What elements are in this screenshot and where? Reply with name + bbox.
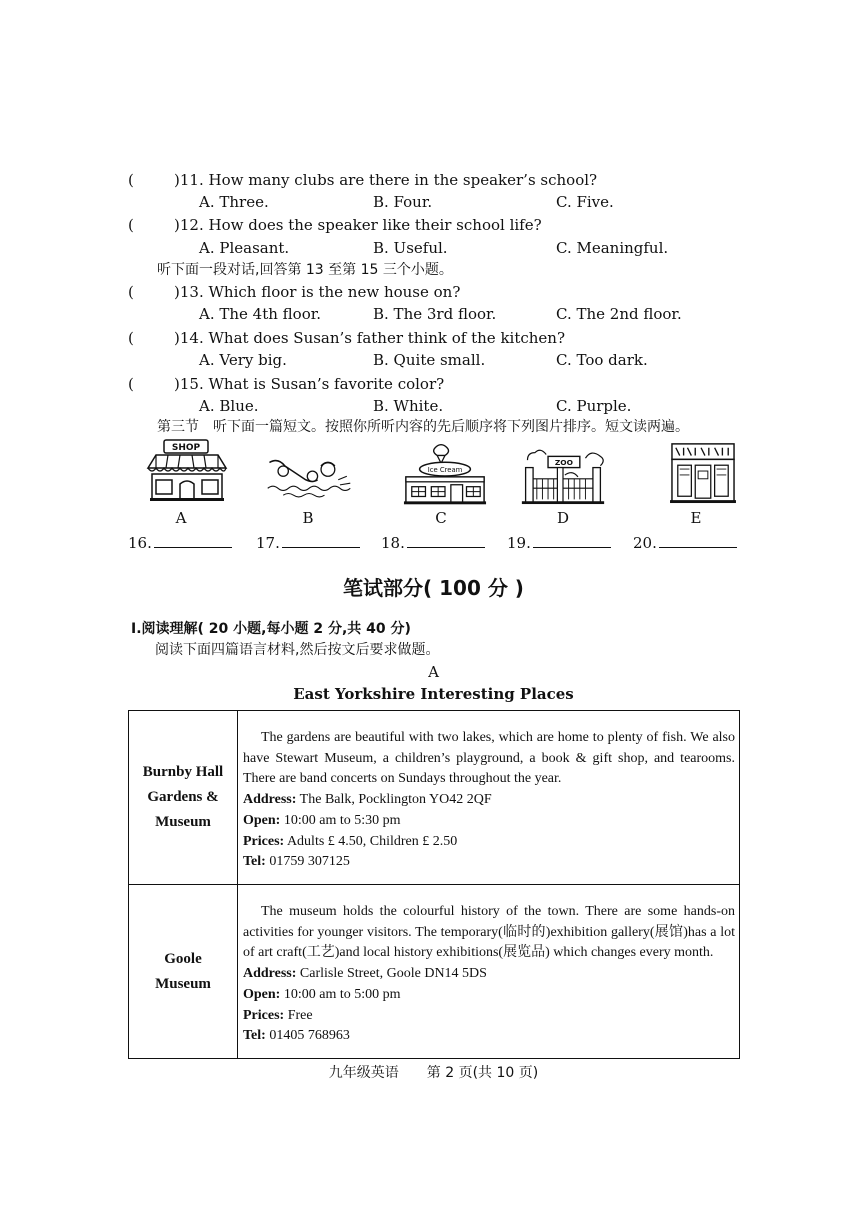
zoo-sign: ZOO: [554, 457, 573, 467]
place-description: The museum holds the colourful history of the town. There are some hands-on activities for younger visitors. The temporary(临时的)exhibition gallery(展馆)has a lot of art craft(工艺)and local history exhibitions(展览品) which changes every month.: [243, 903, 735, 961]
picture-label-b: B: [302, 509, 314, 527]
page-footer: 九年级英语 第 2 页(共 10 页): [328, 1065, 539, 1081]
question-11: )11. How many clubs are there in the speaker’s school?: [174, 171, 598, 189]
answer-blank-16[interactable]: 16.: [128, 533, 232, 552]
swimmers-icon: [266, 446, 352, 510]
place-details: [238, 711, 740, 885]
ice-cream-shop-icon: [402, 442, 488, 506]
option-b[interactable]: B. Quite small.: [373, 351, 486, 369]
places-table: [128, 710, 740, 1059]
option-c[interactable]: C. Meaningful.: [556, 239, 669, 257]
option-b[interactable]: B. Four.: [373, 193, 433, 211]
place-name: Burnby Hall Gardens & Museum: [129, 711, 238, 885]
place-tel: Tel: 01405 768963: [243, 1028, 350, 1044]
answer-blank-17[interactable]: 17.: [256, 533, 360, 552]
option-a[interactable]: A. Very big.: [199, 351, 287, 369]
place-prices: Prices: Free: [243, 1007, 313, 1023]
question-14: )14. What does Susan’s father think of the kitchen?: [174, 329, 566, 347]
place-address: Address: The Balk, Pocklington YO42 2QF: [243, 792, 492, 808]
written-section-title: 笔试部分( 100 分 ): [343, 576, 524, 600]
shop-sign: SHOP: [171, 443, 201, 453]
part1-heading: Ⅰ.阅读理解( 20 小题,每小题 2 分,共 40 分): [131, 621, 411, 637]
option-c[interactable]: C. The 2nd floor.: [556, 305, 682, 323]
answer-blank-19[interactable]: 19.: [507, 533, 611, 552]
answer-bracket[interactable]: (: [128, 216, 134, 234]
answer-bracket[interactable]: (: [128, 375, 134, 393]
passage-letter: A: [428, 663, 439, 681]
shop-icon: [144, 438, 230, 502]
option-c[interactable]: C. Purple.: [556, 397, 632, 415]
place-tel: Tel: 01759 307125: [243, 854, 350, 870]
picture-label-e: E: [690, 509, 702, 527]
option-a[interactable]: A. Three.: [199, 193, 269, 211]
place-description: The gardens are beautiful with two lakes, which are home to plenty of fish. We also have Stewart Museum, a children’s playground, a book & gift shop, and tearooms. There are band concerts on Sundays throughout the year.: [243, 729, 735, 787]
answer-bracket[interactable]: (: [128, 171, 134, 189]
part1-instruction: 阅读下面四篇语言材料,然后按文后要求做题。: [155, 642, 440, 658]
answer-bracket[interactable]: (: [128, 329, 134, 347]
question-15: )15. What is Susan’s favorite color?: [174, 375, 445, 393]
answer-blank-20[interactable]: 20.: [633, 533, 737, 552]
picture-label-a: A: [175, 509, 187, 527]
question-13: )13. Which floor is the new house on?: [174, 283, 461, 301]
instruction-13-15: 听下面一段对话,回答第 13 至第 15 三个小题。: [157, 262, 453, 278]
answer-bracket[interactable]: (: [128, 283, 134, 301]
answer-blank-18[interactable]: 18.: [381, 533, 485, 552]
option-c[interactable]: C. Too dark.: [556, 351, 648, 369]
picture-label-c: C: [435, 509, 447, 527]
option-a[interactable]: A. The 4th floor.: [199, 305, 322, 323]
place-open: Open: 10:00 am to 5:30 pm: [243, 812, 401, 828]
place-open: Open: 10:00 am to 5:00 pm: [243, 986, 401, 1002]
place-name: Goole Museum: [129, 885, 238, 1059]
option-a[interactable]: A. Pleasant.: [199, 239, 290, 257]
place-address: Address: Carlisle Street, Goole DN14 5DS: [243, 966, 487, 982]
question-12: )12. How does the speaker like their school life?: [174, 216, 542, 234]
option-c[interactable]: C. Five.: [556, 193, 614, 211]
place-details: [238, 885, 740, 1059]
ice-cream-sign: Ice Cream: [427, 466, 463, 475]
section-3-instruction: 第三节 听下面一篇短文。按照你所听内容的先后顺序将下列图片排序。短文读两遍。: [157, 419, 689, 435]
zoo-icon: [520, 444, 606, 508]
place-row: [129, 711, 740, 885]
passage-title: East Yorkshire Interesting Places: [293, 685, 574, 703]
option-a[interactable]: A. Blue.: [199, 397, 259, 415]
picture-label-d: D: [556, 509, 570, 527]
option-b[interactable]: B. White.: [373, 397, 444, 415]
place-row: [129, 885, 740, 1059]
place-prices: Prices: Adults £ 4.50, Children £ 2.50: [243, 833, 458, 849]
option-b[interactable]: B. The 3rd floor.: [373, 305, 497, 323]
option-b[interactable]: B. Useful.: [373, 239, 448, 257]
store-front-icon: [660, 440, 746, 504]
